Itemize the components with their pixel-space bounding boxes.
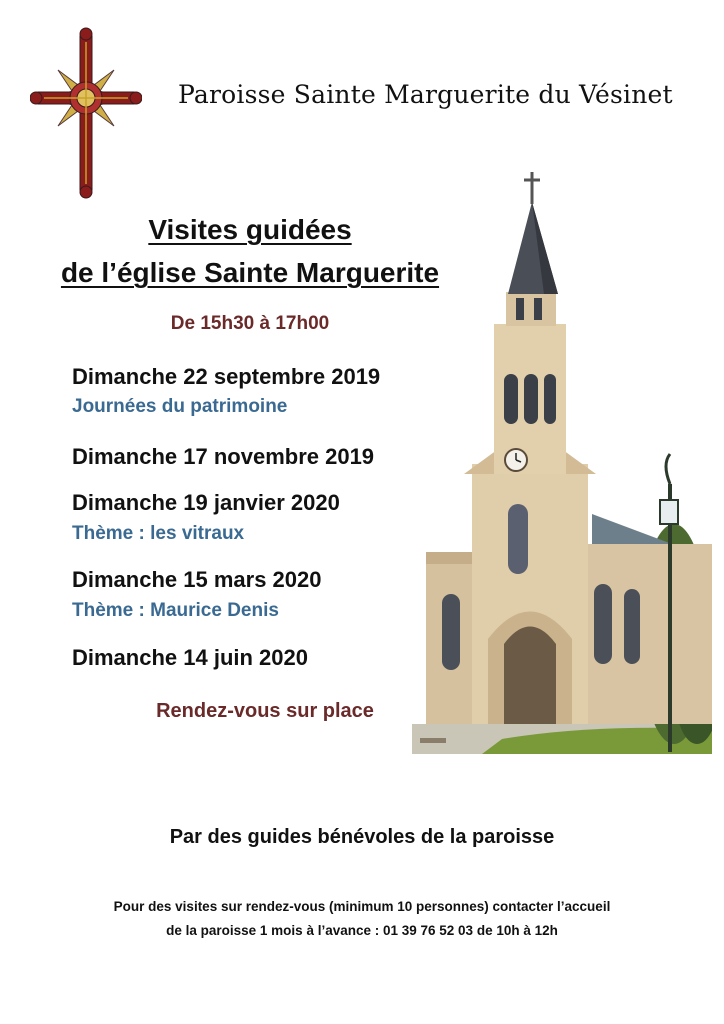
theme-3: Thème : les vitraux xyxy=(72,523,245,544)
date-4: Dimanche 15 mars 2020 xyxy=(72,567,322,592)
page-title xyxy=(30,208,470,294)
meeting-point: Rendez-vous sur place xyxy=(156,700,374,722)
title-line-1: Visites guidées xyxy=(148,214,352,245)
time-range: De 15h30 à 17h00 xyxy=(170,313,330,334)
contact-line-1: Pour des visites sur rendez-vous (minimum 10 personnes) contacter l’accueil xyxy=(113,899,611,914)
contact-info xyxy=(40,895,684,943)
theme-4: Thème : Maurice Denis xyxy=(72,600,279,621)
church-illustration xyxy=(412,164,712,754)
parish-name: Paroisse Sainte Marguerite du Vésinet xyxy=(178,80,673,109)
date-1: Dimanche 22 septembre 2019 xyxy=(72,364,381,389)
contact-line-2: de la paroisse 1 mois à l’avance : 01 39 76 52 03 de 10h à 12h xyxy=(166,923,558,938)
date-5: Dimanche 14 juin 2020 xyxy=(72,645,308,670)
date-3: Dimanche 19 janvier 2020 xyxy=(72,490,340,515)
date-2: Dimanche 17 novembre 2019 xyxy=(72,444,375,469)
ornate-cross-icon xyxy=(30,24,142,200)
title-line-2: de l’église Sainte Marguerite xyxy=(60,257,440,288)
guides-note: Par des guides bénévoles de la paroisse xyxy=(169,826,555,848)
theme-1: Journées du patrimoine xyxy=(72,396,288,417)
